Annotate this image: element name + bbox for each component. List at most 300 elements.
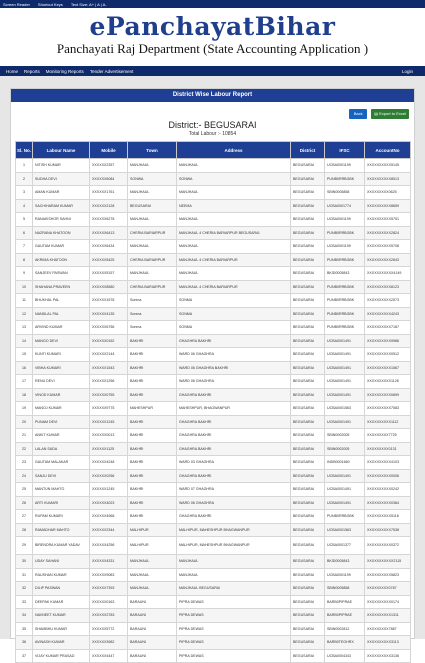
cell-account-no: XXXXXXXXXX9986 xyxy=(365,334,411,348)
cell-address: MALHIPUR, MAHESHPUR BHAGWANPUR xyxy=(177,537,291,555)
table-row xyxy=(16,240,411,254)
cell-sl: 18 xyxy=(16,388,33,402)
cell-district: BEGUSARAI xyxy=(291,348,325,362)
cell-ifsc: SBIN0002812 xyxy=(325,622,365,636)
cell-account-no: XXXXXXXXXX5145 xyxy=(365,159,411,173)
table-row xyxy=(16,388,411,402)
cell-ifsc: PUNB0RRBGBK xyxy=(325,172,365,186)
cell-sl: 1 xyxy=(16,159,33,173)
cell-mobile: XXXXXX9083 xyxy=(90,568,128,582)
text-size-control[interactable]: Text Size: A+ | A | A- xyxy=(70,1,107,7)
cell-town: Sonma xyxy=(128,321,177,335)
cell-mobile: XXXXXX0152 xyxy=(90,334,128,348)
cell-account-no: XXXXXXXXXX8123 xyxy=(365,280,411,294)
cell-district: BEGUSARAI xyxy=(291,483,325,497)
cell-ifsc: UCBA0001491 xyxy=(325,334,365,348)
cell-town: BARAUNI xyxy=(128,649,177,663)
cell-address: GHAGHRA BAKHRI xyxy=(177,388,291,402)
cell-town: BAKHRI xyxy=(128,415,177,429)
cell-district: BEGUSARAI xyxy=(291,402,325,416)
cell-sl: 17 xyxy=(16,375,33,389)
cell-ifsc: UCBA0001563 xyxy=(325,402,365,416)
col-header-mobile: Mobile xyxy=(90,142,128,159)
cell-town: BAKHRI xyxy=(128,429,177,443)
cell-district: BEGUSARAI xyxy=(291,240,325,254)
cell-account-no: XXXXXXXXXX0512 xyxy=(365,348,411,362)
cell-labour-name: RUPAM KUMARI xyxy=(33,510,90,524)
cell-town: BAKHRI xyxy=(128,456,177,470)
cell-sl: 5 xyxy=(16,213,33,227)
cell-labour-name: VIBHA KUMARI xyxy=(33,361,90,375)
cell-ifsc: UCBA0001199 xyxy=(325,159,365,173)
cell-account-no: XXXXXXXXXX7187 xyxy=(365,321,411,335)
report-actions xyxy=(345,109,409,119)
table-row xyxy=(16,442,411,456)
cell-ifsc: UCBA0001491 xyxy=(325,415,365,429)
cell-sl: 29 xyxy=(16,537,33,555)
cell-town: SONWA xyxy=(128,172,177,186)
cell-labour-name: RANAKISHOR SAHNI xyxy=(33,213,90,227)
cell-address: MANJHAUL BEGUSARAI xyxy=(177,582,291,596)
cell-address: MANJHAUL xyxy=(177,568,291,582)
table-row xyxy=(16,361,411,375)
table-row xyxy=(16,510,411,524)
cell-sl: 27 xyxy=(16,510,33,524)
cell-mobile: XXXXXX4447 xyxy=(90,649,128,663)
cell-labour-name: DEEPAK KUMAR xyxy=(33,595,90,609)
table-row xyxy=(16,456,411,470)
table-row xyxy=(16,582,411,596)
cell-town: BAKHRI xyxy=(128,361,177,375)
table-row xyxy=(16,280,411,294)
cell-mobile: XXXXXX4023 xyxy=(90,496,128,510)
col-header-district: District xyxy=(291,142,325,159)
cell-account-no: XXXXXXXXXX7583 xyxy=(365,402,411,416)
cell-district: BEGUSARAI xyxy=(291,361,325,375)
cell-labour-name: LALAN SADA xyxy=(33,442,90,456)
cell-account-no: XXXXXXXXX7725 xyxy=(365,429,411,443)
cell-mobile: XXXXXX6413 xyxy=(90,226,128,240)
cell-ifsc: BKID0005843 xyxy=(325,267,365,281)
cell-town: MANJHAUL xyxy=(128,582,177,596)
table-row xyxy=(16,636,411,650)
department-title: Panchayati Raj Department (State Accounting Application ) xyxy=(56,41,369,56)
cell-account-no: XXXXXXXXXX7538 xyxy=(365,523,411,537)
cell-district: BEGUSARAI xyxy=(291,622,325,636)
cell-district: BEGUSARAI xyxy=(291,568,325,582)
content-area xyxy=(0,76,425,658)
cell-account-no: XXXXXXXXXX1112 xyxy=(365,415,411,429)
cell-labour-name: BHUKHAL PAL xyxy=(33,294,90,308)
cell-sl: 21 xyxy=(16,429,33,443)
cell-sl: 23 xyxy=(16,456,33,470)
table-row xyxy=(16,199,411,213)
cell-district: BEGUSARAI xyxy=(291,321,325,335)
cell-sl: 25 xyxy=(16,483,33,497)
table-row xyxy=(16,415,411,429)
cell-sl: 36 xyxy=(16,636,33,650)
cell-ifsc: SBIN0002005 xyxy=(325,429,365,443)
cell-district: BEGUSARAI xyxy=(291,609,325,623)
cell-address: GHAGHRA BAKHRI xyxy=(177,510,291,524)
cell-labour-name: GAUTAM KUMAR xyxy=(33,240,90,254)
table-row xyxy=(16,568,411,582)
cell-mobile: XXXXXX1256 xyxy=(90,375,128,389)
cell-ifsc: UCBA0001199 xyxy=(325,240,365,254)
cell-ifsc: SBIN0005858 xyxy=(325,582,365,596)
cell-mobile: XXXXXX2128 xyxy=(90,199,128,213)
nav-home[interactable]: Home xyxy=(6,68,19,74)
cell-labour-name: KUNTI KUMARI xyxy=(33,348,90,362)
cell-account-no: XXXXXXXXXX2573 xyxy=(365,294,411,308)
cell-town: BAKHRI xyxy=(128,483,177,497)
cell-district: BEGUSARAI xyxy=(291,415,325,429)
cell-mobile: XXXXXX1761 xyxy=(90,186,128,200)
cell-sl: 8 xyxy=(16,253,33,267)
col-header-address: Address xyxy=(177,142,291,159)
cell-sl: 11 xyxy=(16,294,33,308)
cell-district: BEGUSARAI xyxy=(291,456,325,470)
cell-mobile: XXXXXX1578 xyxy=(90,294,128,308)
report-title: District Wise Labour Report xyxy=(11,89,414,102)
cell-town: BARAUNI xyxy=(128,622,177,636)
cell-sl: 14 xyxy=(16,334,33,348)
cell-sl: 31 xyxy=(16,568,33,582)
cell-account-no: XXXXXXXXXX8659 xyxy=(365,199,411,213)
cell-account-no: XXXXXXXXXX0242 xyxy=(365,483,411,497)
cell-address: MANJHAUL xyxy=(177,186,291,200)
cell-sl: 4 xyxy=(16,199,33,213)
cell-mobile: XXXXXX2344 xyxy=(90,523,128,537)
cell-address: MANJHAUL xyxy=(177,267,291,281)
cell-address: PIPRA DEWAS xyxy=(177,609,291,623)
cell-address: MANJHAUL xyxy=(177,555,291,569)
table-row xyxy=(16,307,411,321)
cell-mobile: XXXXXX4331 xyxy=(90,555,128,569)
cell-ifsc: BKID0005843 xyxy=(325,555,365,569)
back-button[interactable]: Back xyxy=(349,109,367,119)
cell-town: BAKHRI xyxy=(128,510,177,524)
cell-address: SONMA xyxy=(177,321,291,335)
cell-sl: 33 xyxy=(16,595,33,609)
cell-town: Sonma xyxy=(128,294,177,308)
cell-labour-name: VIJAY KUMAR PRASAD xyxy=(33,649,90,663)
cell-ifsc: PUNB0RRBGBK xyxy=(325,307,365,321)
cell-account-no: XXXXXXXXX7887 xyxy=(365,622,411,636)
cell-labour-name: SANJU DEVI xyxy=(33,469,90,483)
table-row xyxy=(16,402,411,416)
cell-town: CHERIA BARIARPUR xyxy=(128,226,177,240)
cell-district: BEGUSARAI xyxy=(291,555,325,569)
cell-district: BEGUSARAI xyxy=(291,307,325,321)
cell-town: BAKHRI xyxy=(128,496,177,510)
cell-district: BEGUSARAI xyxy=(291,442,325,456)
table-row xyxy=(16,321,411,335)
shortcut-keys-link[interactable]: Shortcut Keys xyxy=(37,1,63,7)
table-row xyxy=(16,334,411,348)
col-header-town: Town xyxy=(128,142,177,159)
cell-address: WARD 06 GHAGHRA BAKHRI xyxy=(177,361,291,375)
table-row xyxy=(16,555,411,569)
nav-reports[interactable]: Reports xyxy=(24,68,40,74)
table-row xyxy=(16,159,411,173)
col-header-ifsc: IFSC xyxy=(325,142,365,159)
cell-mobile: XXXXXX7393 xyxy=(90,582,128,596)
cell-labour-name: RAUSHAN KUMAR xyxy=(33,568,90,582)
cell-address: MAHESHPUR, BHAGWANPUR xyxy=(177,402,291,416)
cell-district: BEGUSARAI xyxy=(291,510,325,524)
cell-district: BEGUSARAI xyxy=(291,213,325,227)
cell-ifsc: BARB0PIPRAE xyxy=(325,609,365,623)
cell-address: PIPRA DEWAS xyxy=(177,595,291,609)
cell-mobile: XXXXXX0163 xyxy=(90,595,128,609)
cell-town: BAKHRI xyxy=(128,388,177,402)
cell-ifsc: UCBA0001774 xyxy=(325,199,365,213)
cell-district: BEGUSARAI xyxy=(291,469,325,483)
table-row xyxy=(16,622,411,636)
cell-address: PIPRA DEWAS xyxy=(177,649,291,663)
cell-town: Sonma xyxy=(128,307,177,321)
cell-district: BEGUSARAI xyxy=(291,199,325,213)
cell-town: MAHESHPUR xyxy=(128,402,177,416)
cell-mobile: XXXXXX4248 xyxy=(90,456,128,470)
col-header-sl: Sl. No. xyxy=(16,142,33,159)
cell-mobile: XXXXXX1245 xyxy=(90,483,128,497)
cell-mobile: XXXXXX6278 xyxy=(90,213,128,227)
total-labour: Total Labour :- 10854 xyxy=(188,131,237,137)
cell-sl: 20 xyxy=(16,415,33,429)
cell-district: BEGUSARAI xyxy=(291,253,325,267)
cell-ifsc: PUNB0RRBGBK xyxy=(325,253,365,267)
table-row xyxy=(16,537,411,555)
cell-ifsc: BARB0TEGHRX xyxy=(325,636,365,650)
cell-address: SONMA xyxy=(177,294,291,308)
cell-account-no: XXXXXXXXX0131 xyxy=(365,442,411,456)
cell-ifsc: UCBA0001377 xyxy=(325,537,365,555)
cell-ifsc: PUNB0RRBGBK xyxy=(325,321,365,335)
cell-labour-name: SACHIHARAM KUMAR xyxy=(33,199,90,213)
cell-account-no: XXXXXXXXXX0384 xyxy=(365,496,411,510)
cell-town: MANJHAUL xyxy=(128,159,177,173)
cell-town: MANJHAUL xyxy=(128,213,177,227)
cell-sl: 7 xyxy=(16,240,33,254)
cell-mobile: XXXXXX0755 xyxy=(90,388,128,402)
cell-district: BEGUSARAI xyxy=(291,496,325,510)
table-row xyxy=(16,429,411,443)
cell-ifsc: UCBA0001199 xyxy=(325,568,365,582)
table-header-row xyxy=(16,142,411,159)
table-row xyxy=(16,496,411,510)
cell-sl: 30 xyxy=(16,555,33,569)
login-link[interactable]: Login xyxy=(401,68,413,74)
nav-monitoring-reports[interactable]: Monitoring Reports xyxy=(45,68,84,74)
cell-sl: 19 xyxy=(16,402,33,416)
cell-account-no: XXXXXXXXXX2843 xyxy=(365,253,411,267)
cell-district: BEGUSARAI xyxy=(291,334,325,348)
cell-labour-name: AKRIMA KHATOON xyxy=(33,253,90,267)
export-excel-label: Export to Excel xyxy=(379,111,406,116)
table-row xyxy=(16,609,411,623)
cell-mobile: XXXXXX0256 xyxy=(90,469,128,483)
cell-labour-name: GAUTAM MALAKAR xyxy=(33,456,90,470)
cell-mobile: XXXXXX1543 xyxy=(90,361,128,375)
table-row xyxy=(16,375,411,389)
cell-ifsc: UCBA0001563 xyxy=(325,523,365,537)
cell-sl: 37 xyxy=(16,649,33,663)
cell-sl: 15 xyxy=(16,348,33,362)
nav-tender-advertisement[interactable]: Tender Advertisement xyxy=(89,68,134,74)
cell-account-no: XXXXXXXXX0625 xyxy=(365,186,411,200)
cell-district: BEGUSARAI xyxy=(291,388,325,402)
cell-account-no: XXXXXXXXXX0174 xyxy=(365,595,411,609)
table-row xyxy=(16,348,411,362)
cell-district: BEGUSARAI xyxy=(291,429,325,443)
cell-account-no: XXXXXXXXX0787 xyxy=(365,582,411,596)
cell-labour-name: RENU DEVI xyxy=(33,375,90,389)
cell-town: BARAUNI xyxy=(128,595,177,609)
cell-mobile: XXXXXX4135 xyxy=(90,307,128,321)
table-row xyxy=(16,172,411,186)
cell-sl: 9 xyxy=(16,267,33,281)
table-row xyxy=(16,253,411,267)
cell-address: SONWA xyxy=(177,172,291,186)
cell-labour-name: RAMADHAR MAHTO xyxy=(33,523,90,537)
cell-mobile: XXXXXX0013 xyxy=(90,429,128,443)
cell-address: MANJHAUL xyxy=(177,159,291,173)
cell-sl: 6 xyxy=(16,226,33,240)
cell-ifsc: INDB0001660 xyxy=(325,456,365,470)
cell-ifsc: PUNB0RRBGBK xyxy=(325,294,365,308)
cell-town: CHERIA BARIARPUR xyxy=(128,253,177,267)
cell-address: WARD 07 GHAGHRA xyxy=(177,483,291,497)
cell-labour-name: SHAMBHU KUMAR xyxy=(33,622,90,636)
cell-ifsc: SBIN0002005 xyxy=(325,442,365,456)
cell-ifsc: PUNB0RRBGBK xyxy=(325,280,365,294)
cell-account-no: XXXXXXXXXX0899 xyxy=(365,388,411,402)
cell-district: BEGUSARAI xyxy=(291,280,325,294)
cell-labour-name: MANGO DEVI xyxy=(33,334,90,348)
cell-ifsc: UCBA0001199 xyxy=(325,213,365,227)
cell-sl: 10 xyxy=(16,280,33,294)
table-row xyxy=(16,267,411,281)
cell-ifsc: SBIN0005858 xyxy=(325,186,365,200)
cell-mobile: XXXXXX5157 xyxy=(90,267,128,281)
district-heading: District:- BEGUSARAI xyxy=(168,120,257,130)
cell-district: BEGUSARAI xyxy=(291,636,325,650)
cell-account-no: XXXXXXXXXX5751 xyxy=(365,213,411,227)
cell-ifsc: PUNB0RRBGBK xyxy=(325,226,365,240)
cell-town: MANJHAUL xyxy=(128,267,177,281)
cell-ifsc: PUNB0RRBGBK xyxy=(325,510,365,524)
cell-address: MANJHAUL 4 CHERIA BARIARPUR BEGUSARAI xyxy=(177,226,291,240)
cell-account-no: XXXXXXXXXX5118 xyxy=(365,510,411,524)
cell-labour-name: NAZRANA KHATOON xyxy=(33,226,90,240)
cell-address: WARD 03 GHAGHRA xyxy=(177,456,291,470)
cell-labour-name: SUDHA DEVI xyxy=(33,172,90,186)
cell-district: BEGUSARAI xyxy=(291,159,325,173)
cell-ifsc: UCBA0001491 xyxy=(325,375,365,389)
cell-district: BEGUSARAI xyxy=(291,267,325,281)
cell-account-no: XXXXXXXXXX8513 xyxy=(365,172,411,186)
cell-account-no: XXXXXXXXXX1126 xyxy=(365,375,411,389)
cell-account-no: XXXXXXXXXX4243 xyxy=(365,307,411,321)
cell-district: BEGUSARAI xyxy=(291,595,325,609)
report-panel xyxy=(10,88,415,658)
cell-mobile: XXXXXX5425 xyxy=(90,253,128,267)
cell-labour-name: SHAHANA PRAVEEN xyxy=(33,280,90,294)
cell-ifsc: UCBA0004343 xyxy=(325,649,365,663)
cell-sl: 34 xyxy=(16,609,33,623)
cell-address: NEEMA xyxy=(177,199,291,213)
cell-address: PIPRA DEWAS xyxy=(177,636,291,650)
cell-mobile: XXXXXX4256 xyxy=(90,537,128,555)
table-row xyxy=(16,649,411,663)
screen-reader-link[interactable]: Screen Reader xyxy=(3,1,30,7)
cell-labour-name: MANOJ KUMAR xyxy=(33,402,90,416)
cell-labour-name: AMAN KUMAR xyxy=(33,186,90,200)
cell-labour-name: NANDLAL PAL xyxy=(33,307,90,321)
export-excel-button[interactable] xyxy=(371,109,409,119)
cell-town: MANJHAUL xyxy=(128,240,177,254)
cell-account-no: XXXXXXXXXX3113 xyxy=(365,636,411,650)
cell-mobile: XXXXXX4968 xyxy=(90,510,128,524)
site-logo[interactable]: ePanchayatBihar xyxy=(89,12,336,41)
cell-district: BEGUSARAI xyxy=(291,375,325,389)
cell-ifsc: UCBA0001491 xyxy=(325,348,365,362)
cell-mobile: XXXXXX8580 xyxy=(90,280,128,294)
cell-sl: 35 xyxy=(16,622,33,636)
cell-ifsc: UCBA0001491 xyxy=(325,388,365,402)
cell-address: GHAGHRA BAKHRI xyxy=(177,442,291,456)
cell-address: WARD 06 GHAGHRA xyxy=(177,375,291,389)
cell-labour-name: PUNAM DEVI xyxy=(33,415,90,429)
cell-account-no: XXXXXXXXXX3136 xyxy=(365,649,411,663)
cell-ifsc: BARB0PIPRAE xyxy=(325,595,365,609)
table-row xyxy=(16,483,411,497)
cell-town: MANJHAUL xyxy=(128,568,177,582)
cell-address: MANJHAUL 4 CHERIA BARIARPUR xyxy=(177,280,291,294)
col-header-labour-name: Labour Name xyxy=(33,142,90,159)
cell-address: MANJHAUL 4 CHERIA BARIARPUR xyxy=(177,253,291,267)
cell-district: BEGUSARAI xyxy=(291,294,325,308)
cell-mobile: XXXXXX9775 xyxy=(90,402,128,416)
cell-town: BARAUNI xyxy=(128,636,177,650)
cell-district: BEGUSARAI xyxy=(291,582,325,596)
cell-district: BEGUSARAI xyxy=(291,537,325,555)
cell-ifsc: UCBA0001491 xyxy=(325,361,365,375)
cell-mobile: XXXXXX6434 xyxy=(90,240,128,254)
cell-account-no: XXXXXXXXXX0006 xyxy=(365,469,411,483)
cell-town: MALHIPUR xyxy=(128,523,177,537)
cell-sl: 13 xyxy=(16,321,33,335)
cell-labour-name: MANTUN MAHTO xyxy=(33,483,90,497)
cell-town: BAKHRI xyxy=(128,442,177,456)
cell-mobile: XXXXXX2144 xyxy=(90,348,128,362)
cell-district: BEGUSARAI xyxy=(291,523,325,537)
cell-town: MALHIPUR xyxy=(128,537,177,555)
cell-sl: 28 xyxy=(16,523,33,537)
cell-labour-name: BIRENDRA KUMAR YADAV xyxy=(33,537,90,555)
cell-sl: 22 xyxy=(16,442,33,456)
cell-town: MANJHAUL xyxy=(128,555,177,569)
cell-labour-name: UDAY SAHANI xyxy=(33,555,90,569)
cell-sl: 26 xyxy=(16,496,33,510)
cell-address: GHAGHRA BAKHRI xyxy=(177,334,291,348)
table-row xyxy=(16,226,411,240)
cell-mobile: XXXXXX3982 xyxy=(90,636,128,650)
cell-town: BAKHRI xyxy=(128,348,177,362)
table-row xyxy=(16,294,411,308)
